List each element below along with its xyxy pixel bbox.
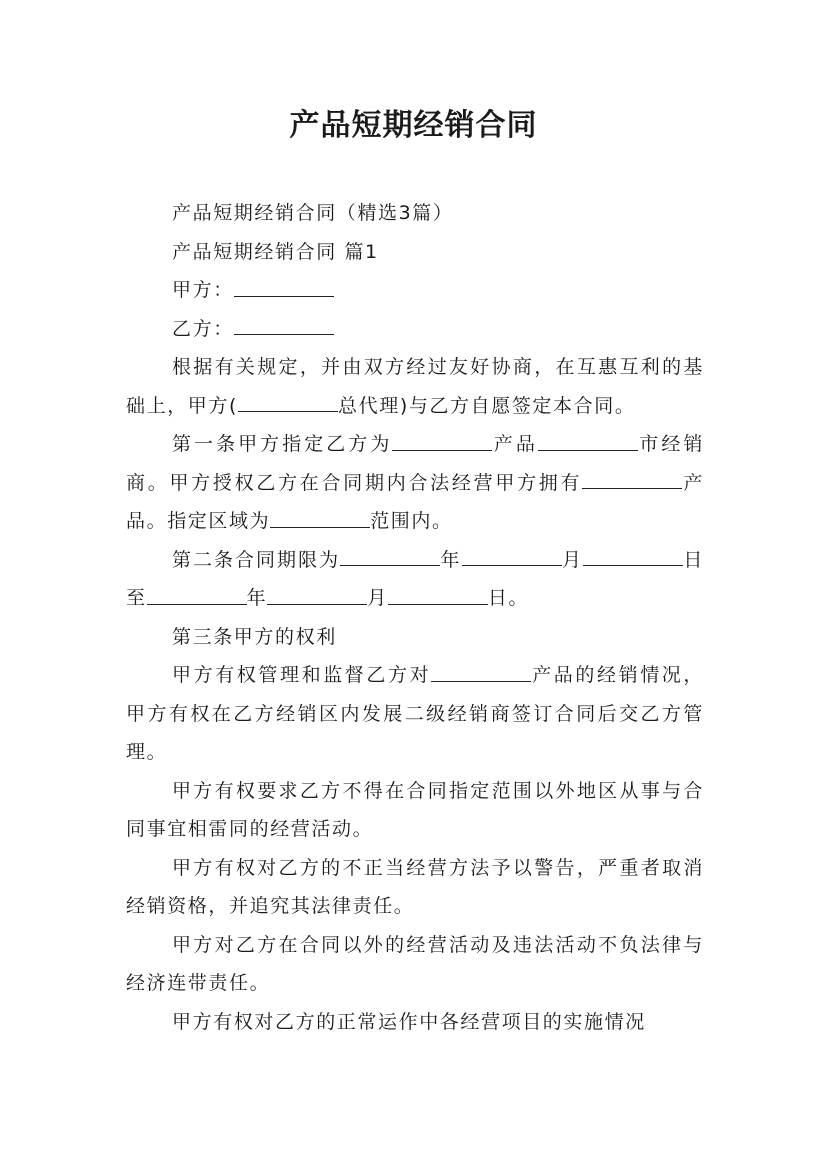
fill-blank [392, 431, 492, 451]
fill-blank [340, 546, 440, 566]
right-5: 甲方有权对乙方的正常运作中各经营项目的实施情况 [172, 1010, 646, 1033]
article-1: 第一条甲方指定乙方为 产品 市经销商。甲方授权乙方在合同期内合法经营甲方拥有 产品。指定区域为 范围内。 [126, 425, 704, 541]
fill-blank [267, 585, 367, 605]
part-heading: 产品短期经销合同 篇1 [172, 240, 379, 263]
right-2: 甲方有权要求乙方不得在合同指定范围以外地区从事与合同事宜相雷同的经营活动。 [126, 779, 704, 840]
fill-blank [238, 392, 338, 412]
party-a-line: 甲方： [126, 271, 704, 310]
right-3: 甲方有权对乙方的不正当经营方法予以警告，严重者取消经销资格，并追究其法律责任。 [126, 856, 704, 917]
fill-blank [582, 469, 682, 489]
article-2: 第二条合同期限为 年 月 日至 年 月 日。 [126, 541, 704, 618]
article-3-heading: 第三条甲方的权利 [172, 625, 337, 648]
fill-blank [583, 546, 683, 566]
fill-blank [270, 508, 370, 528]
intro-paragraph: 根据有关规定，并由双方经过友好协商，在互惠互利的基础上，甲方( 总代理)与乙方自愿签定本合同。 [126, 356, 704, 417]
fill-blank [431, 662, 531, 682]
fill-blank [462, 546, 562, 566]
fill-blank [538, 431, 638, 451]
fill-blank [147, 585, 247, 605]
party-b-line: 乙方： [126, 310, 704, 349]
right-4: 甲方对乙方在合同以外的经营活动及违法活动不负法律与经济连带责任。 [126, 933, 704, 994]
fill-blank [234, 315, 334, 335]
right-1: 甲方有权管理和监督乙方对 产品的经销情况，甲方有权在乙方经销区内发展二级经销商签订合同后交乙方管理。 [126, 656, 704, 772]
document-body [126, 194, 704, 1041]
document-title: 产品短期经销合同 [289, 108, 538, 143]
fill-blank [388, 585, 488, 605]
fill-blank [234, 277, 334, 297]
subtitle: 产品短期经销合同（精选3篇） [172, 202, 454, 224]
